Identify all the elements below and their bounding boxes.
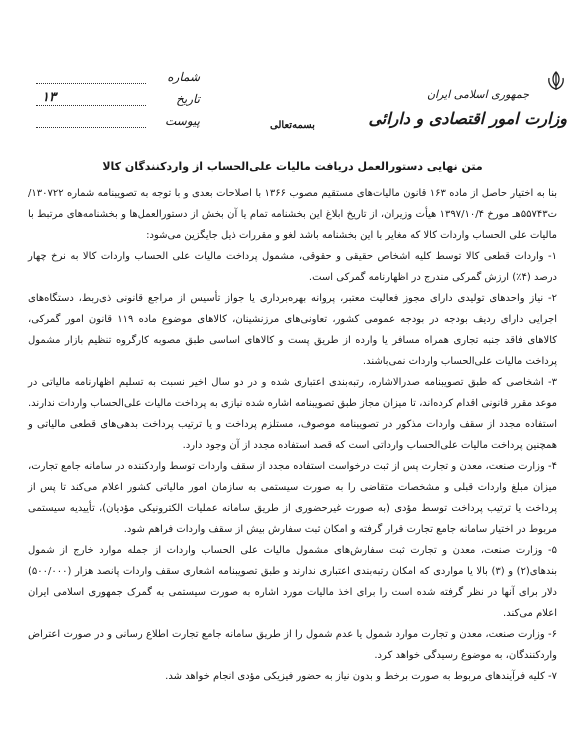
paragraph-4: ۴- وزارت صنعت، معدن و تجارت پس از ثبت درخواست استفاده مجدد از سقف واردات توسط واردکننده در سامانه جامع تجارت، میزان مبلغ واردات قبلی و مشخصات متقاضی را به صورت سیستمی به سازمان امور مالیاتی کشور اعلام می‌کند تا پس از پرداخت یا ترتیب پرداخت توسط مؤدی (به صورت غیرحضوری از طریق سامانه عملیات الکترونیکی مؤدیان)، تأییدیه سیستمی مربوط در اختیار سامانه جامع تجارت قرار گرفته و امکان ثبت سفارش بیش از سقف واردات فراهم شود.: [28, 461, 557, 535]
document-body: [28, 183, 557, 687]
meta-label: پیوست: [165, 114, 200, 128]
paragraph-7: ۷- کلیه فرآیندهای مربوط به صورت برخط و بدون نیاز به حضور فیزیکی مؤدی انجام خواهد شد.: [165, 671, 557, 682]
paragraph-6: ۶- وزارت صنعت، معدن و تجارت موارد شمول یا عدم شمول را از طریق سامانه جامع تجارت اطلاع رسانی و در صورت اعتراض واردکنندگان، به موضوع رسیدگی خواهد کرد.: [28, 629, 557, 661]
paragraph-3: ۳- اشخاصی که طبق تصویبنامه صدرالاشاره، رتبه‌بندی اعتباری شده و در دو سال اخیر نسبت به تسلیم اظهارنامه مالیاتی در موعد مقرر قانونی اقدام کرده‌اند، تا میزان مجاز طبق تصویبنامه اشاره شده نیازی به پرداخت مالیات علی‌الحساب واردات ندارند. استفاده مجدد از سقف واردات مذکور در تصویبنامه موصوف، مستلزم پرداخت و یا ترتیب پرداخت بدهی‌های قطعی مالیاتی و همچنین پرداخت مالیات علی‌الحساب وارداتی است که قصد استفاده مجدد از آن وجود دارد.: [28, 377, 557, 451]
basmala: بسمه‌تعالی: [270, 120, 315, 131]
iran-emblem-icon: [545, 70, 567, 92]
letter-meta: [30, 62, 200, 128]
meta-label: تاریخ: [176, 92, 200, 106]
document-title: متن نهایی دستورالعمل دریافت مالیات علی‌الحساب از واردکنندگان کالا: [102, 160, 483, 173]
paragraph-1: ۱- واردات قطعی کالا توسط کلیه اشخاص حقیقی و حقوقی، مشمول پرداخت مالیات علی الحساب واردات کالا به نرخ چهار درصد (۴٪) ارزش گمرکی مندرج در اظهارنامه گمرکی است.: [28, 251, 557, 283]
meta-date: [30, 84, 200, 106]
meta-number: [30, 62, 200, 84]
ministry-name: وزارت امور اقتصادی و دارائی: [368, 109, 567, 128]
paragraph-intro: بنا به اختیار حاصل از ماده ۱۶۳ قانون مالیات‌های مستقیم مصوب ۱۳۶۶ با اصلاحات بعدی و با توجه به تصویبنامه شماره ۱۳۰۷۲۲/ت۵۵۷۴۳هـ مورخ ۱۳۹۷/۱۰/۴ هیأت وزیران، از تاریخ ابلاغ این بخشنامه تمام یا آن بخش از دستورالعمل‌ها و بخشنامه‌های مرتبط با مالیات علی الحساب واردات کالا که مغایر با این بخشنامه باشد لغو و مقررات ذیل جایگزین می‌شود:: [28, 188, 557, 241]
meta-line: [36, 71, 146, 84]
meta-line: [36, 90, 146, 106]
government-name: جمهوری اسلامی ایران: [426, 88, 529, 101]
paragraph-2: ۲- نیاز واحدهای تولیدی دارای مجوز فعالیت معتبر، پروانه بهره‌برداری یا جواز تأسیس از مراجع قانونی ذی‌ربط، دستگاه‌های اجرایی دارای ردیف بودجه در بودجه عمومی کشور، تعاونی‌های مرزنشینان، کالاهای موضوع ماده ۱۱۹ قانون امور گمرکی، کالاهای فاقد جنبه تجاری همراه مسافر یا وارده از طریق پست و کالاهای اساسی طبق مصوبه کارگروه تنظیم بازار مشمول پرداخت مالیات علی‌الحساب واردات نمی‌باشند.: [28, 293, 557, 367]
meta-value: ۱۳: [42, 90, 56, 105]
meta-label: شماره: [167, 70, 200, 84]
paragraph-5: ۵- وزارت صنعت، معدن و تجارت ثبت سفارش‌های مشمول مالیات علی الحساب واردات از جمله موارد خارج از شمول بندهای(۲) و (۳) بالا یا مواردی که امکان رتبه‌بندی اعتباری ندارند و طبق تصویبنامه اشعاری سقف واردات پانصد هزار (۵۰۰/۰۰۰) دلار برای آنها در نظر گرفته شده است را برای اخذ مالیات مورد اشاره به صورت سیستمی به گمرک جمهوری اسلامی ایران اعلام می‌کند.: [28, 545, 557, 619]
